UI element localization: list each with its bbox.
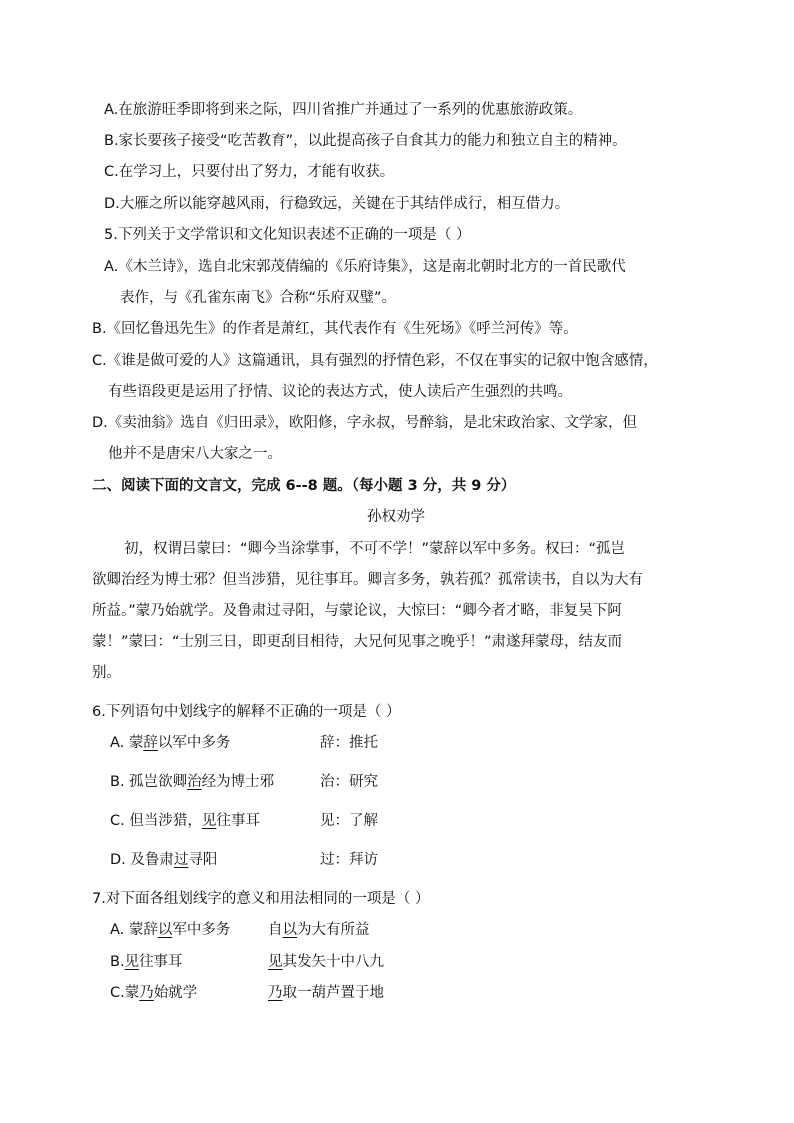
q6-b-sentence-post: 经为博士邪 <box>201 774 275 790</box>
q7-option-a-left <box>110 920 230 940</box>
passage-line-3: 所益。”蒙乃始就学。及鲁肃过寻阳，与蒙论议，大惊曰：“卿今者才略，非复吴下阿 <box>92 603 622 619</box>
q7-a-right-pre: 自 <box>268 922 283 938</box>
q6-d-underlined: 过 <box>173 852 189 868</box>
passage-line-5: 别。 <box>92 665 121 681</box>
q6-c-underlined: 见 <box>201 813 217 829</box>
q4-option-a: A.在旅游旺季即将到来之际，四川省推广并通过了一系列的优惠旅游政策。 <box>104 102 583 118</box>
q6-c-sentence-post: 往事耳 <box>216 813 260 829</box>
q6-b-sentence-pre: B. 孤岂欲卿 <box>110 774 188 790</box>
q7-a-right-underlined: 以 <box>282 922 297 938</box>
section-heading: 二、阅读下面的文言文，完成 6--8 题。（每小题 3 分，共 9 分） <box>92 478 516 494</box>
q6-option-a <box>110 733 230 753</box>
q5-option-c-line2: 有些语段更是运用了抒情、议论的表达方式，使人读后产生强烈的共鸣。 <box>108 384 572 400</box>
q6-option-d <box>110 850 217 870</box>
q6-d-sentence-pre: D. 及鲁肃 <box>110 852 174 868</box>
q7-stem: 7.对下面各组划线字的意义和用法相同的一项是（ ） <box>92 891 430 907</box>
q7-c-left-post: 始就学 <box>153 985 198 1001</box>
q4-option-d: D.大雁之所以能穿越风雨，行稳致远，关键在于其结伴成行，相互借力。 <box>104 196 570 212</box>
q7-b-left-pre: B. <box>110 954 125 970</box>
q5-option-a-line1: A.《木兰诗》，选自北宋郭茂倩编的《乐府诗集》，这是南北朝时北方的一首民歌代 <box>104 259 626 275</box>
q5-option-c-line1: C.《谁是做可爱的人》这篇通讯，具有强烈的抒情色彩，不仅在事实的记叙中饱含感情， <box>92 353 658 369</box>
q5-option-d-line1: D.《卖油翁》选自《归田录》，欧阳修，字永叔，号醉翁，是北宋政治家、文学家，但 <box>92 415 638 431</box>
q7-option-b-left <box>110 952 183 972</box>
q6-b-definition: 治：研究 <box>320 774 378 790</box>
q7-b-right-post: 其发矢十中八九 <box>282 954 384 970</box>
q6-d-sentence-post: 寻阳 <box>188 852 218 868</box>
q7-a-left-post: 军中多务 <box>172 922 231 938</box>
q7-c-left-underlined: 乃 <box>139 985 154 1001</box>
q7-option-b-right <box>268 952 384 972</box>
q6-option-c <box>110 811 260 831</box>
passage-line-4: 蒙！”蒙曰：“士别三日，即更刮目相待，大兄何见事之晚乎！”肃遂拜蒙母，结友而 <box>92 634 623 650</box>
q6-c-sentence-pre: C. 但当涉猎， <box>110 813 202 829</box>
q5-option-d-line2: 他并不是唐宋八大家之一。 <box>108 446 282 462</box>
q7-a-left-underlined: 以 <box>157 922 173 938</box>
q6-a-underlined: 辞 <box>143 735 158 751</box>
q6-b-underlined: 治 <box>187 774 202 790</box>
q4-option-b: B.家长要孩子接受“吃苦教育”，以此提高孩子自食其力的能力和独立自主的精神。 <box>104 133 627 149</box>
q6-c-definition: 见：了解 <box>320 813 378 829</box>
q6-stem: 6.下列语句中划线字的解释不正确的一项是（ ） <box>92 704 401 720</box>
q7-c-right-post: 取一葫芦置于地 <box>282 985 384 1001</box>
q6-option-b <box>110 772 274 792</box>
q7-option-c-right <box>268 983 384 1003</box>
passage-title: 孙权劝学 <box>367 509 425 525</box>
q6-a-definition: 辞：推托 <box>320 735 378 751</box>
passage-line-1: 初，权谓吕蒙曰：“卿今当涂掌事，不可不学！”蒙辞以军中多务。权曰：“孤岂 <box>124 541 626 557</box>
q5-stem: 5.下列关于文学常识和文化知识表述不正确的一项是（ ） <box>104 227 471 243</box>
q6-a-sentence-pre: A. 蒙 <box>110 735 144 751</box>
q5-option-a-line2: 表作，与《孔雀东南飞》合称“乐府双璧”。 <box>120 290 397 306</box>
q7-a-left-pre: A. 蒙辞 <box>110 922 158 938</box>
q5-option-b: B.《回忆鲁迅先生》的作者是萧红，其代表作有《生死场》《呼兰河传》等。 <box>92 321 578 337</box>
q7-a-right-post: 为大有所益 <box>297 922 370 938</box>
q7-c-right-underlined: 乃 <box>268 985 283 1001</box>
passage-line-2: 欲卿治经为博士邪？但当涉猎，见往事耳。卿言多务，孰若孤？孤常读书，自以为大有 <box>92 572 643 588</box>
q7-b-right-underlined: 见 <box>268 954 283 970</box>
q4-option-c: C.在学习上，只要付出了努力，才能有收获。 <box>104 164 395 180</box>
q6-a-sentence-post: 以军中多务 <box>157 735 231 751</box>
q7-c-left-pre: C.蒙 <box>110 985 140 1001</box>
q7-option-c-left <box>110 983 197 1003</box>
q7-b-left-post: 往事耳 <box>139 954 183 970</box>
q6-d-definition: 过：拜访 <box>320 852 378 868</box>
q7-option-a-right <box>268 920 370 940</box>
q7-b-left-underlined: 见 <box>124 954 140 970</box>
